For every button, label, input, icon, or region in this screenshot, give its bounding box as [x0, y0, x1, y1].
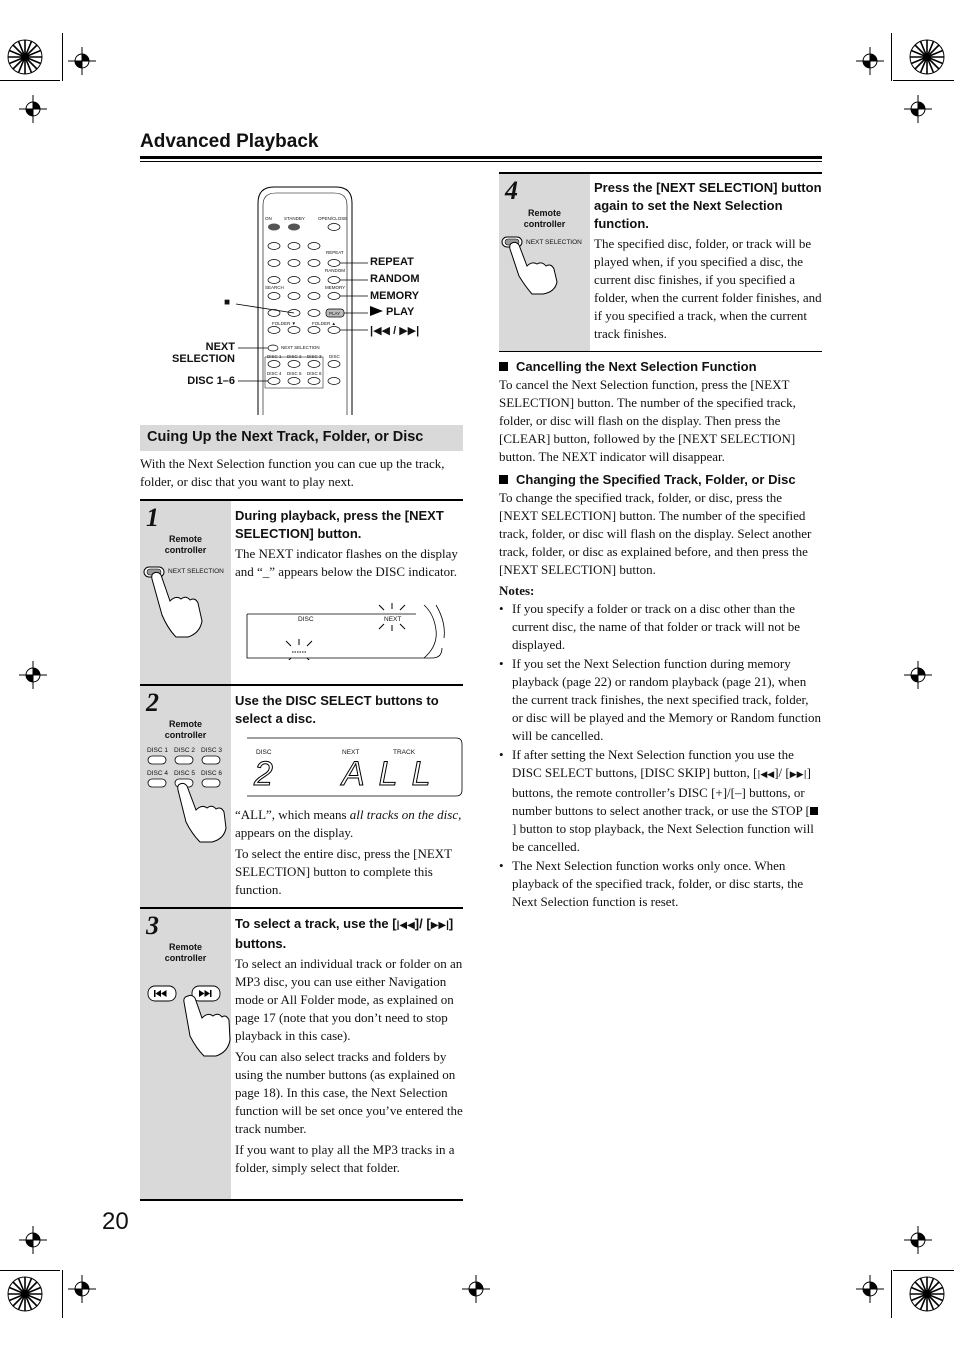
hand-press-icon: [140, 563, 231, 643]
step-3-remote-label: Remote controller: [164, 942, 207, 963]
callout-play-label: PLAY: [386, 306, 415, 318]
skip-forward-icon: ▶▶|: [789, 770, 807, 780]
disc-button-6: DISC 6: [201, 770, 222, 777]
step-2-heading: Use the DISC SELECT buttons to select a disc.: [235, 693, 439, 726]
step-3-heading-c: ] buttons.: [235, 916, 454, 951]
note-item-1: • If you specify a folder or track on a disc other than the current disc, the name of that folder or track will not be displayed.: [499, 600, 822, 654]
remote-label-disc3: DISC 3: [307, 354, 322, 359]
remote-diagram: [160, 185, 460, 415]
step-4-remote-label: Remote controller: [523, 208, 566, 229]
step-2-display-track: TRACK: [393, 749, 416, 756]
step-2-display-track-value: ALL: [342, 755, 445, 793]
note-item-3-a: If after setting the Next Selection function you use the DISC SELECT buttons, [DISC SKIP] button, [: [512, 747, 794, 780]
step-3: [140, 907, 463, 1199]
remote-label-play: PLAY: [329, 311, 341, 316]
step-4-heading: Press the [NEXT SELECTION] button again to set the Next Selection function.: [594, 180, 822, 231]
note-item-3-b: ]/ [: [774, 765, 790, 780]
step-1-heading: During playback, press the [NEXT SELECTION] button.: [235, 508, 444, 541]
step-2-text-1-c: appears on the display.: [235, 825, 354, 840]
step-2-display-disc-value: 2: [254, 755, 275, 793]
step-3-text-1: To select an individual track or folder on an MP3 disc, you can use either Navigation mode or All Folder mode, as explained on page 17 (note that you don’t need to stop playback in this case).: [235, 956, 463, 1043]
note-item-3-d: ] button to stop playback, the Next Selection function will be cancelled.: [512, 821, 814, 854]
change-heading: [499, 471, 822, 489]
remote-label-disc6: DISC 6: [307, 371, 322, 376]
remote-label-disc4: DISC 4: [267, 371, 282, 376]
remote-label-disc: DISC: [329, 354, 340, 359]
change-text: To change the specified track, folder, or disc, press the [NEXT SELECTION] button. The number of the specified track, folder, or disc will flash on the display. Select another track, folder, or disc as explained before, and then press the [NEXT SELECTION] button.: [499, 490, 812, 577]
header-rule: [140, 156, 822, 159]
step-1: [140, 499, 463, 685]
notes-title: Notes:: [499, 583, 535, 598]
disc-buttons-hand-icon: [140, 744, 231, 844]
step-3-heading-a: To select a track, use the [: [235, 916, 397, 931]
stop-icon: [810, 807, 818, 815]
remote-label-memory: MEMORY: [325, 285, 346, 290]
callout-disc-range: DISC 1–6: [187, 375, 235, 387]
skip-back-icon: |◀◀: [370, 325, 390, 337]
step-4-number: 4: [505, 176, 518, 205]
callout-random: RANDOM: [370, 273, 420, 285]
step-2-text-2: To select the entire disc, press the [NEXT SELECTION] button to complete this function.: [235, 846, 452, 897]
disc-button-4: DISC 4: [147, 770, 168, 777]
callout-next-selection: NEXT SELECTION: [172, 341, 235, 365]
callout-skip-sep: /: [393, 325, 397, 337]
lcd-display-icon: [246, 602, 463, 660]
skip-buttons-hand-icon: [140, 982, 231, 1062]
change-title: Changing the Specified Track, Folder, or Disc: [516, 472, 796, 487]
skip-forward-icon: ▶▶|: [430, 920, 449, 931]
step-2-display-next: NEXT: [342, 749, 360, 756]
header-rule-thin: [140, 161, 822, 162]
step-4-button-label: NEXT SELECTION: [526, 239, 582, 246]
step-2-display-disc: DISC: [256, 749, 272, 756]
play-icon: [370, 306, 383, 316]
step-3-heading: [235, 915, 463, 953]
callout-memory: MEMORY: [370, 290, 420, 302]
step-4: [499, 172, 822, 351]
right-column: [499, 358, 822, 912]
step-1-button-illustration: [140, 563, 231, 643]
step-2-number: 2: [146, 688, 159, 717]
cancel-title: Cancelling the Next Selection Function: [516, 359, 757, 374]
remote-label-open-close: OPEN/CLOSE: [318, 216, 348, 221]
disc-button-5: DISC 5: [174, 770, 195, 777]
step-1-number: 1: [146, 503, 159, 532]
remote-label-folder-down: FOLDER ▼: [272, 321, 296, 326]
step-2-text-1-a: “ALL”, which means: [235, 807, 350, 822]
remote-label-standby: STANDBY: [284, 216, 305, 221]
square-bullet-icon: [499, 475, 508, 484]
disc-button-3: DISC 3: [201, 747, 222, 754]
step-4-text: The specified disc, folder, or track will be played when, if you specified a disc, the current disc finishes, if you specified a folder, when the current folder finishes, and if you specified a track, when the current track finishes.: [594, 236, 822, 341]
notes-list: [499, 600, 822, 911]
square-bullet-icon: [499, 362, 508, 371]
callout-stop: ■: [224, 297, 231, 308]
remote-label-disc1: DISC 1: [267, 354, 282, 359]
step-2: [140, 684, 463, 908]
step-1-display: [246, 602, 463, 660]
step-2-remote-label: Remote controller: [164, 719, 207, 740]
section-header: [140, 425, 463, 451]
step-3-bottom-rule: [140, 1199, 463, 1201]
remote-label-disc5: DISC 5: [287, 371, 302, 376]
cancel-heading: [499, 358, 822, 376]
callout-skip: [370, 324, 419, 337]
page-title: Advanced Playback: [140, 131, 319, 152]
remote-label-next-selection: NEXT SELECTION: [281, 345, 320, 350]
step-3-skip-buttons: [140, 982, 231, 1062]
section-title: Cuing Up the Next Track, Folder, or Disc: [147, 429, 424, 445]
skip-back-icon: |◀◀: [757, 770, 775, 780]
disc-button-2: DISC 2: [174, 747, 195, 754]
step-2-text-1: [235, 806, 463, 842]
callout-repeat: REPEAT: [370, 256, 414, 268]
callout-play: [370, 306, 414, 318]
skip-forward-icon: ▶▶|: [399, 325, 420, 337]
remote-label-repeat: REPEAT: [326, 250, 344, 255]
page-number: 20: [102, 1208, 129, 1235]
remote-label-disc2: DISC 2: [287, 354, 302, 359]
remote-label-folder-up: FOLDER ▲: [312, 321, 336, 326]
skip-back-icon: |◀◀: [396, 920, 415, 931]
step-4-bottom-rule: [499, 351, 822, 352]
step-1-remote-label: Remote controller: [164, 534, 207, 555]
step-1-text: The NEXT indicator flashes on the display and “_” appears below the DISC indicator.: [235, 546, 458, 579]
disc-button-1: DISC 1: [147, 747, 168, 754]
step-1-display-disc: DISC: [298, 616, 314, 623]
note-item-2: • If you set the Next Selection function during memory playback (page 22) or random playback (page 21), when the current track finishes, the next specified track, folder, or disc will be played and the Memory or Random function will be cancelled.: [499, 655, 822, 745]
cancel-text: To cancel the Next Selection function, press the [NEXT SELECTION] button. The number of the specified track, folder, or disc will flash on the display. Then press the [CLEAR] button, followed by the [NEXT SELECTION] button. The NEXT indicator will disappear.: [499, 377, 796, 464]
step-2-disc-buttons: [140, 744, 231, 844]
note-item-3: [499, 746, 822, 856]
step-3-number: 3: [146, 911, 159, 940]
remote-label-on: ON: [265, 216, 272, 221]
remote-label-random: RANDOM: [325, 268, 345, 273]
step-2-display: [246, 736, 463, 798]
step-2-text-1-em: all tracks on the disc,: [349, 807, 462, 822]
step-3-text-2: You can also select tracks and folders by using the number buttons (as explained on page 18). In this case, the Next Selection function will be set once you’ve entered the track number.: [235, 1049, 463, 1136]
step-3-text-3: If you want to play all the MP3 tracks in a folder, simply select that folder.: [235, 1142, 455, 1175]
step-1-button-label: NEXT SELECTION: [168, 568, 224, 575]
note-item-3-c: ] buttons, the remote controller’s DISC [+]/[–] buttons, or number buttons to select another track, or use the STOP [: [512, 765, 811, 818]
remote-label-search: SEARCH: [265, 285, 284, 290]
note-item-4: • The Next Selection function works only once. When playback of the specified track, folder, or disc starts, the Next Selection function is reset.: [499, 857, 822, 911]
step-3-heading-b: ]/ [: [414, 916, 431, 931]
section-intro: With the Next Selection function you can cue up the track, folder, or disc that you want to play next.: [140, 456, 445, 489]
step-1-display-next: NEXT: [384, 616, 402, 623]
